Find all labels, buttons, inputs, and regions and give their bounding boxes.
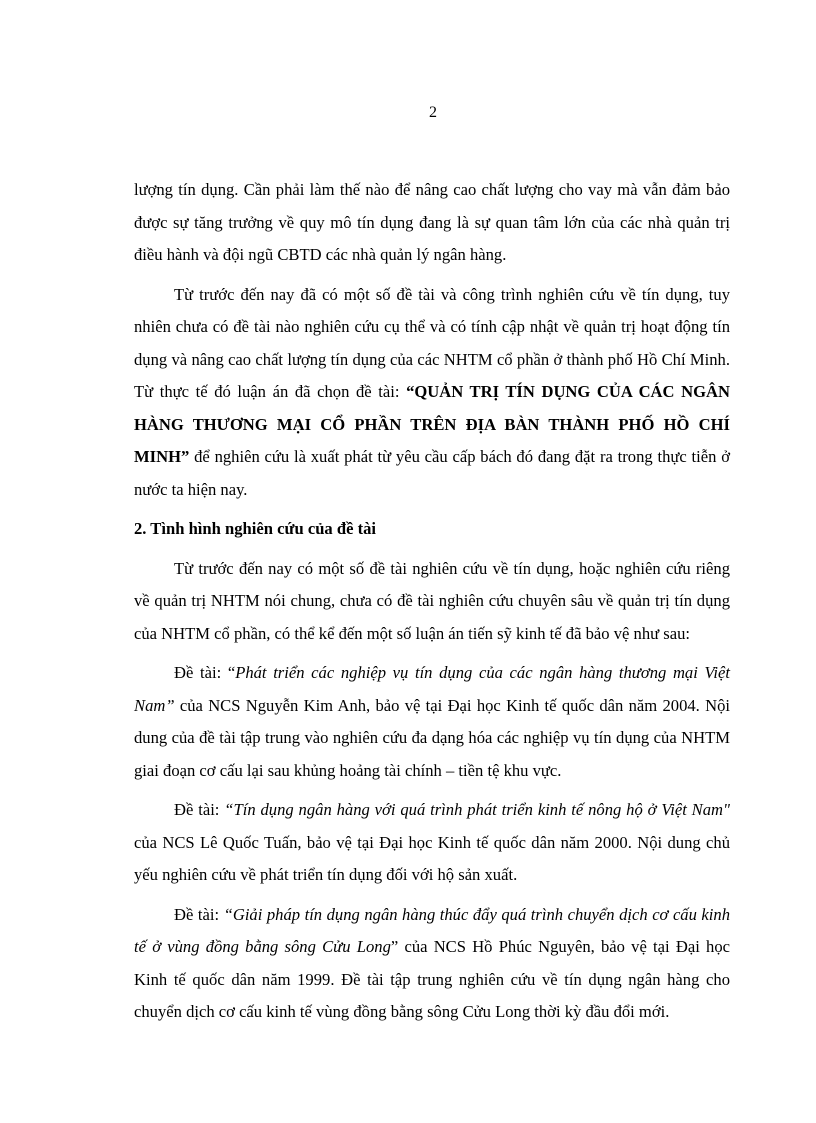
topic-selection-text: Từ trước đến nay đã có một số đề tài và công trình nghiên cứu về tín dụng, tuy nhiên chưa có đề tài nào nghiên cứu cụ thể và có tính cập nhật về quản trị hoạt động tín dụng và nâng cao chất lượng tín dụng của các NHTM cổ phần ở thành phố Hồ Chí Minh. Từ thực tế đó luận án đã chọn đề tài:: [134, 284, 730, 401]
paragraph-research-intro: Từ trước đến nay có một số đề tài nghiên cứu về tín dụng, hoặc nghiên cứu riêng về quản trị NHTM nói chung, chưa có đề tài nghiên cứu chuyên sâu về quản trị tín dụng của NHTM cổ phần, có thể kể đến một số luận án tiến sỹ kinh tế đã bảo vệ như sau:: [134, 558, 730, 643]
thesis-item-title: “Giải pháp tín dụng ngân hàng thúc đẩy quá trình chuyển dịch cơ cấu kinh tế ở vùng đồng bằng sông Cửu Long: [134, 904, 730, 956]
thesis-description: của NCS Lê Quốc Tuấn, bảo vệ tại Đại học Kinh tế quốc dân năm 2000. Nội dung chủ yếu nghiên cứu về phát triển tín dụng đối với hộ sản xuất.: [134, 832, 730, 884]
thesis-prefix: Đề tài:: [174, 904, 224, 924]
page-number: 2: [429, 104, 437, 121]
thesis-prefix: Đề tài: “: [174, 663, 236, 682]
section-heading-research-status: 2. Tình hình nghiên cứu của đề tài: [134, 519, 377, 538]
document-body: [134, 174, 730, 1029]
thesis-item: [134, 657, 730, 787]
topic-selection-text-end: để nghiên cứu là xuất phát từ yêu cầu cấp bách đó đang đặt ra trong thực tiễn ở nước ta hiện nay.: [134, 447, 730, 499]
thesis-description: của NCS Nguyễn Kim Anh, bảo vệ tại Đại học Kinh tế quốc dân năm 2004. Nội dung của đề tài tập trung vào nghiên cứu đa dạng hóa các nghiệp vụ tín dụng của NHTM giai đoạn cơ cấu lại sau khủng hoảng tài chính – tiền tệ khu vực.: [134, 695, 730, 780]
thesis-item-title: “Tín dụng ngân hàng với quá trình phát triển kinh tế nông hộ ở Việt Nam": [224, 800, 730, 819]
thesis-title: “QUẢN TRỊ TÍN DỤNG CỦA CÁC NGÂN HÀNG THƯƠNG MẠI CỔ PHẦN TRÊN ĐỊA BÀN THÀNH PHỐ HỒ CHÍ MINH”: [134, 382, 730, 466]
thesis-item: [134, 899, 730, 1029]
paragraph-credit-quality: lượng tín dụng. Cần phải làm thế nào để nâng cao chất lượng cho vay mà vẫn đảm bảo được sự tăng trưởng về quy mô tín dụng đang là sự quan tâm lớn của các nhà quản trị điều hành và đội ngũ CBTD các nhà quản lý ngân hàng.: [134, 180, 730, 264]
thesis-item: [134, 794, 730, 892]
thesis-item-title: Phát triển các nghiệp vụ tín dụng của các ngân hàng thương mại Việt Nam”: [134, 663, 730, 715]
thesis-prefix: Đề tài:: [174, 800, 225, 819]
paragraph-topic-selection: [134, 279, 730, 507]
thesis-description: ” của NCS Hồ Phúc Nguyên, bảo vệ tại Đại học Kinh tế quốc dân năm 1999. Đề tài tập trung nghiên cứu về tín dụng ngân hàng cho chuyển dịch cơ cấu kinh tế vùng đồng bằng sông Cửu Long thời kỳ đầu đổi mới.: [134, 937, 730, 1021]
